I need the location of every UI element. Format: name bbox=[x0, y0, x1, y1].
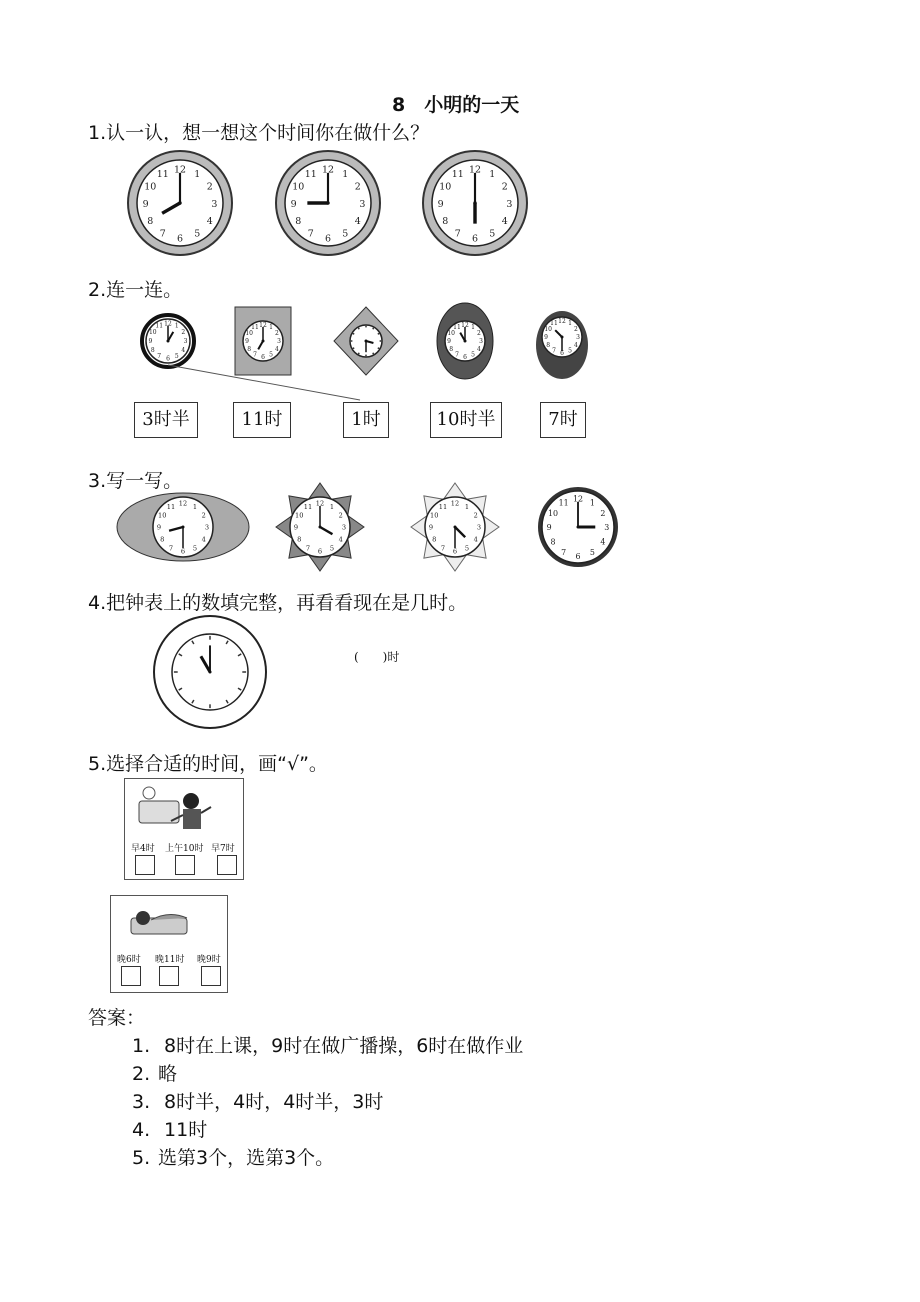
svg-text:10: 10 bbox=[148, 329, 157, 337]
svg-text:1: 1 bbox=[174, 322, 179, 330]
svg-text:12: 12 bbox=[461, 321, 469, 329]
svg-text:6: 6 bbox=[180, 547, 186, 556]
svg-text:12: 12 bbox=[164, 320, 172, 328]
svg-text:1: 1 bbox=[589, 498, 595, 508]
svg-text:2: 2 bbox=[206, 181, 213, 193]
answer-number: 1. bbox=[132, 1035, 151, 1057]
time-label-box[interactable]: 11时 bbox=[233, 402, 291, 438]
svg-text:9: 9 bbox=[447, 337, 451, 345]
q1-clocks bbox=[0, 150, 920, 260]
q4-clock bbox=[0, 610, 920, 735]
answer-text: 11时 bbox=[158, 1119, 208, 1141]
svg-text:7: 7 bbox=[454, 228, 461, 240]
svg-text:5: 5 bbox=[194, 228, 201, 240]
svg-text:9: 9 bbox=[428, 523, 434, 532]
svg-text:1: 1 bbox=[194, 169, 201, 181]
clock-icon bbox=[285, 160, 371, 246]
svg-text:6: 6 bbox=[261, 353, 265, 361]
clock-icon bbox=[350, 325, 382, 357]
answer-3 bbox=[132, 1087, 383, 1114]
svg-text:6: 6 bbox=[324, 233, 332, 245]
svg-text:4: 4 bbox=[354, 216, 361, 228]
svg-text:11: 11 bbox=[550, 319, 558, 327]
night-illustration bbox=[111, 896, 227, 952]
q5-card2-checkbox-2[interactable] bbox=[159, 966, 179, 986]
svg-text:2: 2 bbox=[274, 329, 279, 337]
q5-card1-checkbox-3[interactable] bbox=[217, 855, 237, 875]
svg-text:7: 7 bbox=[157, 353, 162, 361]
svg-text:11: 11 bbox=[304, 169, 317, 181]
svg-text:1: 1 bbox=[471, 323, 475, 331]
svg-text:3: 3 bbox=[204, 523, 210, 532]
clock-icon bbox=[243, 321, 283, 361]
svg-text:12: 12 bbox=[572, 494, 584, 504]
svg-text:4: 4 bbox=[476, 345, 481, 353]
svg-text:9: 9 bbox=[546, 523, 552, 533]
svg-text:5: 5 bbox=[489, 228, 496, 240]
svg-text:9: 9 bbox=[290, 198, 297, 210]
svg-text:5: 5 bbox=[174, 353, 179, 361]
q5-card-night bbox=[110, 895, 228, 993]
svg-text:2: 2 bbox=[501, 181, 508, 193]
q5-card2-option-2: 晚11时 bbox=[155, 955, 185, 965]
svg-text:4: 4 bbox=[473, 535, 478, 544]
svg-text:9: 9 bbox=[293, 523, 299, 532]
clock-icon bbox=[432, 160, 518, 246]
svg-text:7: 7 bbox=[440, 544, 446, 553]
svg-text:7: 7 bbox=[561, 548, 567, 558]
question-4: 4.把钟表上的数填完整，再看看现在是几时。 bbox=[88, 592, 468, 614]
q5-card2-checkbox-1[interactable] bbox=[121, 966, 141, 986]
svg-text:1: 1 bbox=[342, 169, 349, 181]
svg-text:6: 6 bbox=[560, 349, 564, 357]
q5-card1-checkbox-2[interactable] bbox=[175, 855, 195, 875]
q5-card1-checkbox-1[interactable] bbox=[135, 855, 155, 875]
svg-text:5: 5 bbox=[568, 347, 572, 355]
svg-text:5: 5 bbox=[471, 351, 475, 359]
svg-text:10: 10 bbox=[447, 329, 455, 337]
q5-card2-option-1: 晚6时 bbox=[117, 955, 141, 965]
answer-text: 8时半，4时，4时半，3时 bbox=[158, 1091, 384, 1113]
clock-icon bbox=[542, 317, 582, 357]
svg-text:8: 8 bbox=[550, 537, 556, 547]
answer-4 bbox=[132, 1115, 207, 1142]
clock-icon bbox=[137, 160, 223, 246]
svg-text:4: 4 bbox=[600, 537, 606, 547]
svg-text:11: 11 bbox=[251, 323, 259, 331]
svg-text:2: 2 bbox=[201, 511, 206, 520]
svg-text:8: 8 bbox=[449, 345, 454, 353]
svg-text:4: 4 bbox=[573, 341, 578, 349]
svg-text:2: 2 bbox=[338, 511, 343, 520]
svg-text:3: 3 bbox=[476, 523, 482, 532]
svg-text:8: 8 bbox=[432, 535, 437, 544]
svg-text:8: 8 bbox=[147, 216, 154, 228]
answer-number: 5. bbox=[132, 1147, 151, 1169]
svg-text:1: 1 bbox=[192, 502, 198, 511]
svg-text:9: 9 bbox=[245, 337, 249, 345]
svg-text:5: 5 bbox=[269, 351, 273, 359]
clock-icon bbox=[542, 491, 614, 563]
answer-number: 2. bbox=[132, 1063, 151, 1085]
svg-text:7: 7 bbox=[552, 347, 556, 355]
answer-1 bbox=[132, 1031, 523, 1058]
svg-text:10: 10 bbox=[158, 511, 167, 520]
clock-icon bbox=[172, 634, 248, 710]
q5-card2-option-3: 晚9时 bbox=[197, 955, 221, 965]
q5-card1-option-1: 早4时 bbox=[131, 844, 155, 854]
svg-text:4: 4 bbox=[181, 346, 186, 354]
question-5: 5.选择合适的时间，画“√”。 bbox=[88, 753, 328, 775]
clock-icon bbox=[290, 497, 350, 557]
q5-card-morning bbox=[124, 778, 244, 880]
svg-text:9: 9 bbox=[437, 198, 444, 210]
q4-answer-blank[interactable]: ( )时 bbox=[354, 650, 400, 664]
answer-5 bbox=[132, 1143, 334, 1170]
time-label-box[interactable]: 10时半 bbox=[430, 402, 502, 438]
svg-text:10: 10 bbox=[292, 181, 305, 193]
svg-text:11: 11 bbox=[558, 498, 569, 508]
svg-text:1: 1 bbox=[568, 319, 572, 327]
svg-text:3: 3 bbox=[359, 198, 366, 210]
svg-text:7: 7 bbox=[307, 228, 314, 240]
svg-text:9: 9 bbox=[156, 523, 162, 532]
svg-text:12: 12 bbox=[321, 164, 335, 176]
svg-text:12: 12 bbox=[259, 321, 267, 329]
svg-text:10: 10 bbox=[295, 511, 304, 520]
answer-text: 8时在上课，9时在做广播操，6时在做作业 bbox=[158, 1035, 524, 1057]
svg-text:12: 12 bbox=[178, 499, 188, 508]
svg-text:8: 8 bbox=[442, 216, 449, 228]
svg-text:11: 11 bbox=[156, 169, 169, 181]
clock-icon bbox=[425, 497, 485, 557]
svg-text:3: 3 bbox=[341, 523, 347, 532]
q5-card1-option-2: 上午10时 bbox=[165, 844, 204, 854]
svg-text:4: 4 bbox=[501, 216, 508, 228]
svg-text:7: 7 bbox=[253, 351, 257, 359]
svg-text:7: 7 bbox=[305, 544, 311, 553]
svg-text:11: 11 bbox=[453, 323, 461, 331]
svg-text:7: 7 bbox=[168, 544, 174, 553]
svg-text:8: 8 bbox=[160, 535, 165, 544]
svg-text:8: 8 bbox=[546, 341, 551, 349]
clock-icon bbox=[146, 319, 190, 363]
svg-text:4: 4 bbox=[338, 535, 343, 544]
svg-text:12: 12 bbox=[173, 164, 187, 176]
svg-text:7: 7 bbox=[455, 351, 459, 359]
answer-text: 略 bbox=[158, 1063, 178, 1085]
svg-text:11: 11 bbox=[166, 502, 176, 511]
svg-text:3: 3 bbox=[211, 198, 218, 210]
svg-text:3: 3 bbox=[576, 333, 580, 341]
svg-text:1: 1 bbox=[464, 502, 470, 511]
svg-text:12: 12 bbox=[315, 499, 325, 508]
svg-text:9: 9 bbox=[148, 337, 153, 345]
svg-text:3: 3 bbox=[506, 198, 513, 210]
svg-text:2: 2 bbox=[181, 329, 186, 337]
svg-text:6: 6 bbox=[452, 547, 458, 556]
answer-text: 选第3个，选第3个。 bbox=[158, 1147, 335, 1169]
svg-text:7: 7 bbox=[159, 228, 166, 240]
svg-text:5: 5 bbox=[464, 544, 470, 553]
svg-text:2: 2 bbox=[473, 511, 478, 520]
svg-text:12: 12 bbox=[558, 317, 566, 325]
svg-text:12: 12 bbox=[468, 164, 482, 176]
svg-text:9: 9 bbox=[544, 333, 548, 341]
question-3: 3.写一写。 bbox=[88, 470, 183, 492]
svg-text:3: 3 bbox=[183, 337, 188, 345]
svg-text:6: 6 bbox=[166, 355, 170, 363]
svg-text:10: 10 bbox=[544, 325, 552, 333]
q3-clocks bbox=[0, 485, 920, 575]
svg-text:11: 11 bbox=[451, 169, 464, 181]
svg-text:6: 6 bbox=[471, 233, 479, 245]
svg-text:2: 2 bbox=[573, 325, 578, 333]
svg-text:10: 10 bbox=[430, 511, 439, 520]
answer-number: 3. bbox=[132, 1091, 151, 1113]
svg-text:3: 3 bbox=[479, 337, 483, 345]
time-label-box[interactable]: 7时 bbox=[540, 402, 586, 438]
svg-text:9: 9 bbox=[142, 198, 149, 210]
answer-number: 4. bbox=[132, 1119, 151, 1141]
svg-text:2: 2 bbox=[476, 329, 481, 337]
answers-heading: 答案： bbox=[88, 1007, 146, 1029]
answer-2 bbox=[132, 1059, 177, 1086]
morning-illustration bbox=[125, 779, 243, 839]
svg-text:1: 1 bbox=[329, 502, 335, 511]
svg-text:8: 8 bbox=[247, 345, 252, 353]
svg-text:3: 3 bbox=[604, 523, 610, 533]
clock-icon bbox=[153, 497, 213, 557]
svg-text:2: 2 bbox=[354, 181, 361, 193]
svg-text:10: 10 bbox=[548, 508, 559, 518]
svg-text:8: 8 bbox=[297, 535, 302, 544]
svg-text:8: 8 bbox=[150, 346, 155, 354]
clock-icon bbox=[445, 321, 485, 361]
svg-text:4: 4 bbox=[206, 216, 213, 228]
svg-text:5: 5 bbox=[329, 544, 335, 553]
svg-text:12: 12 bbox=[450, 499, 460, 508]
svg-text:5: 5 bbox=[589, 548, 595, 558]
time-label-box[interactable]: 3时半 bbox=[134, 402, 198, 438]
q5-card1-option-3: 早7时 bbox=[211, 844, 235, 854]
q2-clocks bbox=[0, 295, 920, 405]
svg-text:6: 6 bbox=[575, 552, 581, 562]
svg-text:6: 6 bbox=[176, 233, 184, 245]
svg-text:5: 5 bbox=[342, 228, 349, 240]
svg-text:4: 4 bbox=[201, 535, 206, 544]
svg-text:1: 1 bbox=[489, 169, 496, 181]
svg-text:8: 8 bbox=[295, 216, 302, 228]
svg-text:3: 3 bbox=[277, 337, 281, 345]
svg-text:6: 6 bbox=[463, 353, 467, 361]
svg-text:5: 5 bbox=[192, 544, 198, 553]
svg-text:10: 10 bbox=[245, 329, 253, 337]
svg-text:10: 10 bbox=[144, 181, 157, 193]
question-1: 1.认一认，想一想这个时间你在做什么？ bbox=[88, 122, 430, 144]
time-label-box[interactable]: 1时 bbox=[343, 402, 389, 438]
svg-text:1: 1 bbox=[269, 323, 273, 331]
svg-text:10: 10 bbox=[439, 181, 452, 193]
q5-card2-checkbox-3[interactable] bbox=[201, 966, 221, 986]
svg-text:11: 11 bbox=[155, 322, 164, 330]
svg-text:11: 11 bbox=[303, 502, 313, 511]
svg-text:6: 6 bbox=[317, 547, 323, 556]
svg-text:4: 4 bbox=[274, 345, 279, 353]
svg-text:2: 2 bbox=[600, 508, 606, 518]
svg-text:11: 11 bbox=[438, 502, 448, 511]
page-title: 8 小明的一天 bbox=[392, 94, 520, 116]
question-2: 2.连一连。 bbox=[88, 279, 183, 301]
